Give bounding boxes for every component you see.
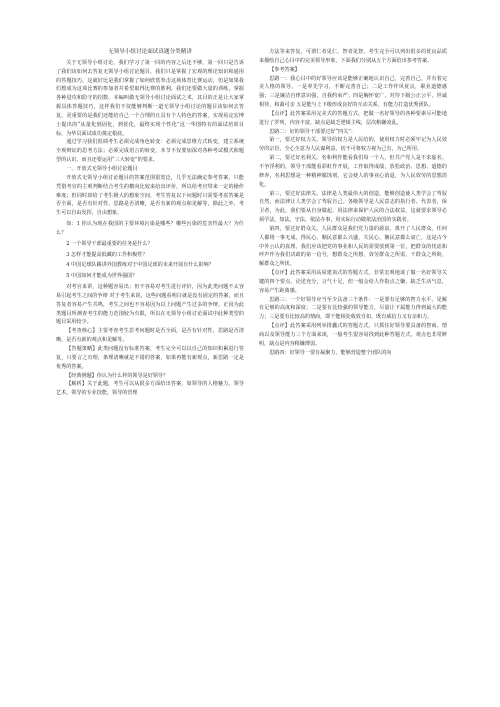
paragraph: 开放式无领导小组讨论题目的答案范围很宽泛，几乎无法确定参考答案，只能凭借考官的主观判断结合考生的横向比较来给出评价，所以给考官带来一定的操作难度；但同时却给了考生极大的想象空间，考生答复以下问题时只需要考虑答案是否全面，是否有针对性，思路是否清晰，是否有新的观点和见解等，除此之外，考生可以自由发挥，自由想象。 [56, 174, 244, 217]
paragraph: 思路四：好领导一要有凝聚力，能够营造整个团队的向 [269, 349, 392, 356]
paragraph: 第二，要过好名利关。名和利作能看我们每一个人，但共产党人是不求虚名、不争浮利的，领导干部能看彩虹作开展，工作取得成绩，放松政治、思想、道德的修养，名利思想是一种精神腐蚀剂，它会使人的事业心消退，为人民效劳的思想淡化。 [259, 155, 447, 188]
paragraph: 关于无领导小组讨论，我们学习了第一回的内容之后还不够，第一回只是告诉了我们该如何去答复无领导小组讨论题目，我们只是掌握了宏观的理论知识和通用的答题技巧，这就好比是我们掌握了如何欣赏拳击这场体育比赛运动，但是如果我们想成为这项比赛的参加者并希望取得比赛的胜利，我们还要做大量的训练，掌握各种进攻和防守的招数，本编叫做无领导小组讨论面试之术，其目的正是让大家掌握具体答题技巧，这样我们不仅能够判断一道无领导小组讨论的题目该如何去答复，更重要的是我们还能给自己一个合理的且具有个人特色的答案，实现易定宏博士提出的“从量化到固化，到优化，最终实现个性化”这一华图特有的面试培训目标，为华员面试成功奠定根底。 [56, 59, 244, 137]
paragraph: 【点评】此答案采用完美式的答题方式，把做一名好领导的各种要素尽可能地进行了罗列，内容丰富，缺点是缺乏逻辑主线，层次稍嫌凌乱。 [259, 110, 447, 126]
question-item: 3 怎样才能提高低藏的工作积极性？ [66, 251, 148, 258]
paragraph: 第四，要过好群众关。人民群众是我们党力量的源泉，离开了人民群众，任何人都将一事无成。得民心、顺民意都么兴盛，失民心、搁民意都么衰亡，这是古今中外公认的真理。我们应该把党的事业和人民的需要放到第一位，把群众的忧虑和呼声作为我们决政的第一信号，想群众之所想，效劳群众之所需，干群众之所盼，解群众之所忧。 [259, 225, 447, 268]
paragraph: 方法等来答复，可谓仁者见仁，智者见智。考生完全可以列出很多的优良品质来描绘自己心目中的完美领导形象，下面我们分别从五个方面给出参考答案。 [259, 49, 447, 64]
document-title: 无领导小组讨论面试真题分类精讲 [108, 49, 192, 55]
paragraph: 【经典例题】你认为什么样的领导是好领导？ [66, 372, 169, 379]
paragraph: 【点评】此答案采用高屋建瓴式的答题方式，非常宏观地谈了做一名好领导关键的四个要点，论述充分，言气十足，但一般会给人作指点之嫌，缺乏生活气息，容易产生距离感。 [259, 270, 447, 294]
paragraph: 思路三：一个好领导应当至少具备三个条件：一是要有足够的智力水平，见解有足够的高度和深度；二是要有比较强的领导能力，尽量让下属能力得到最大的能力；三是要有比较高的情商，即干能相处收效自如，既有威信力又有亲和力。 [259, 296, 447, 321]
paragraph: 【点评】此答案采用列举排囊式的答题方式，只抓住好领导要具备的智商、情商以及领导能力三个方面来谈，一般考生很容易找到此种答题方式，观点也非常鲜明，缺点是内容稍嫌薄弱。 [259, 323, 447, 347]
paragraph: 第一，要过好权力关。领导的权力是人民给的，使用权力时必须牢记为人民效劳的宗旨，全心全意为人民谋利益，切不可将权力视为己有，为己所用。 [259, 137, 447, 153]
section-heading: 【参考答案】 [269, 66, 300, 73]
paragraph: 对考官来讲，这种题容易出；但不容易对考生进行评价，因为此类问题不太容易引起考生之间的争辩 对于考生来说，这些问题看明白就是没有固定的答案，而且答复者容易产生共鸣，考生之间也不容易因为以上问题产生过多的争辩。正因为此类题目所测查考生的能力范围较为有限，所以在无领导小组讨论面试中此种类型的题目采用较少。 [56, 284, 244, 326]
right-column [259, 48, 447, 358]
paragraph: 第三，要过好法律关。法律是人类最伟大的创造，能够创造使人类学会了驾驭自然，而法律让人类学会了驾驭自己。各级领导是人民意志的执行者、代表者，保卫者，为此，我们要从自身做起，用法律来保护人民的合法权益，这就要求领导必须学法，知法，守法，依法办事，用实际行动做依法治国的实践者。 [259, 190, 447, 224]
question-item: 5 中国如何才能成为世界强国？ [66, 273, 138, 280]
question-item: 4 中国足球队踢讲外国教练对于中国足球的未来开展有什么影响？ [66, 262, 214, 269]
question-item: 2 一个领导干部最重要的任务是什么？ [66, 240, 153, 247]
paragraph: 【答题策略】此类问题没有标准答案，考生完全可以以自己的知识积累进行答复，只要言之有理，条理清晰就是不错的答案，如果再能有新观点，新思路一定是优秀的答案。 [56, 346, 244, 370]
paragraph: 通过学习我们很调考生必须完成角色转变：必须完成思维方式转变，建立系统全观辩证的思考方法；必须完成语言的转变，本节不仅要加深对各种考试模式和题型的认识，而且还要运用“三大转变”的要求。 [56, 139, 244, 164]
question-item: 如：1 你认为现在我国的主要环境污染是哪些？哪些污染的危害性最大？为什么？ [56, 221, 244, 236]
left-column [56, 48, 244, 398]
paragraph: 思路二：好的领导干部要过好“四关”： [269, 128, 356, 135]
paragraph: 【解析】关于此题，考生可以从很多方面给出答案，如领导的人格魅力，领导艺术，领导的专业技能，领导的管理 [56, 381, 244, 397]
paragraph: 思路一：我心目中的好领导应该是能够正确地认识自己，完善自己，并有着完美人格的领导。一是率先学习，不断完善自己；二是工作作风优良，职业道德感强；三是廉洁自律意识强，自我约束严；四是胸怀宽广，对待下级公正公平，坦诚相待，和蔼可亲 五是能与上下级形成良好的互动关系，有能力打造优秀团队。 [259, 75, 447, 109]
paragraph: 【考查核心】主要考查考生思考问题时是否全面，是否有针对性，思路是否清晰，是否有新的观点和见解等。 [56, 328, 244, 344]
section-heading: 一、开放式无领导小组讨论题目 [66, 165, 138, 172]
